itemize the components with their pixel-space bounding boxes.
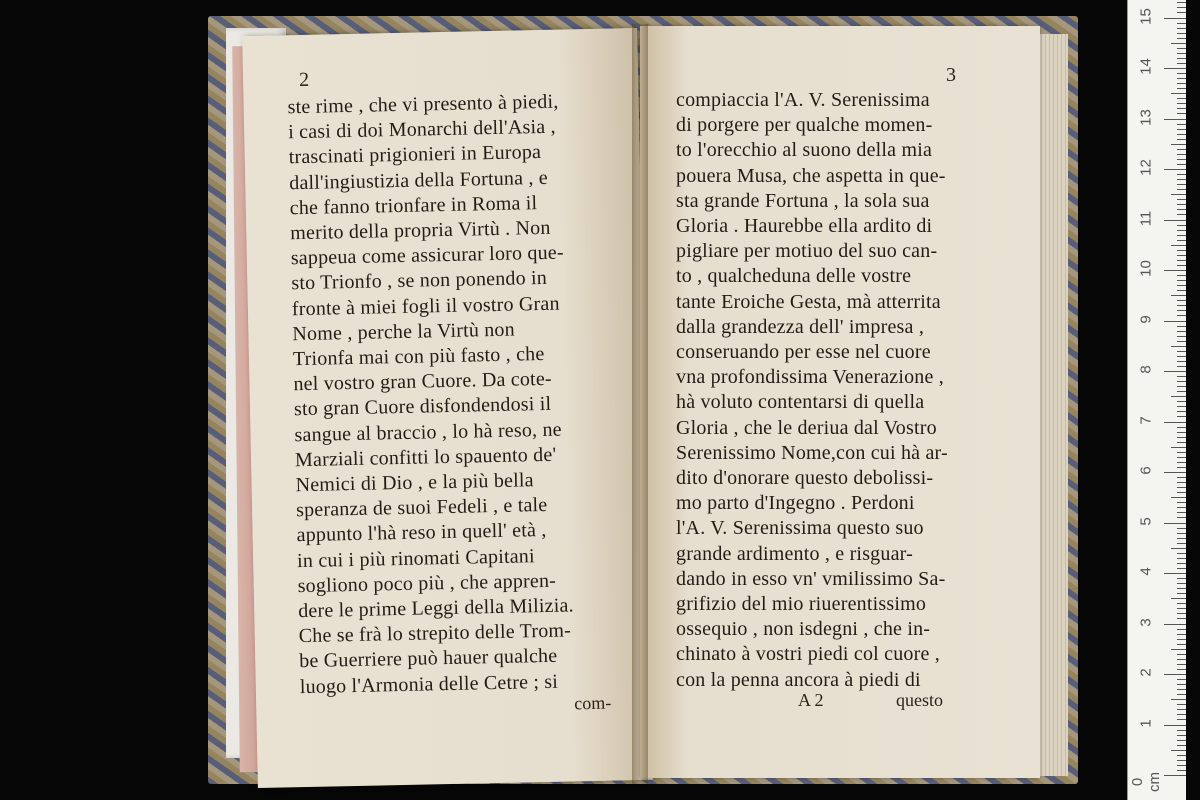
ruler-tick	[1177, 386, 1186, 387]
ruler-tick	[1177, 714, 1186, 715]
ruler-tick	[1177, 366, 1186, 367]
ruler-tick	[1171, 295, 1186, 296]
ruler-label: 8	[1137, 365, 1155, 374]
ruler-tick	[1177, 326, 1186, 327]
text-line: trascinati prigionieri in Europa	[288, 141, 542, 169]
ruler-tick	[1177, 603, 1186, 604]
ruler-tick	[1171, 447, 1186, 448]
ruler-tick	[1177, 179, 1186, 180]
ruler-tick	[1177, 305, 1186, 306]
ruler-label: 15	[1137, 7, 1155, 25]
ruler-tick	[1171, 750, 1186, 751]
ruler-tick	[1177, 381, 1186, 382]
ruler-tick	[1171, 144, 1186, 145]
ruler-tick	[1177, 745, 1186, 746]
ruler-tick	[1177, 401, 1186, 402]
text-line: pigliare per motiuo del suo can-	[676, 240, 938, 263]
ruler-tick	[1177, 679, 1186, 680]
text-line: sto gran Cuore disfondendosi il	[293, 393, 552, 421]
catchword: questo	[896, 690, 943, 710]
ruler-tick	[1177, 528, 1186, 529]
ruler-tick	[1177, 391, 1186, 392]
ruler-tick	[1177, 7, 1186, 8]
ruler-tick	[1177, 618, 1186, 619]
ruler-tick	[1177, 204, 1186, 205]
text-line: sta grande Fortuna , la sola sua	[676, 189, 930, 212]
left-page	[242, 28, 653, 788]
text-line: nel vostro gran Cuore. Da cote-	[293, 368, 552, 396]
ruler-tick	[1177, 113, 1186, 114]
ruler-tick	[1177, 53, 1186, 54]
ruler-tick	[1171, 346, 1186, 347]
ruler-tick	[1177, 280, 1186, 281]
text-line: speranza de suoi Fedeli , e tale	[295, 494, 548, 522]
ruler-tick	[1177, 482, 1186, 483]
ruler-tick	[1177, 442, 1186, 443]
ruler-tick	[1177, 78, 1186, 79]
text-line: merito della propria Virtù . Non	[290, 216, 551, 245]
ruler-tick	[1177, 285, 1186, 286]
ruler-tick	[1177, 139, 1186, 140]
ruler-label: 11	[1137, 210, 1155, 226]
ruler-tick	[1177, 507, 1186, 508]
ruler-tick	[1177, 684, 1186, 685]
ruler-tick	[1177, 709, 1186, 710]
ruler-tick	[1177, 416, 1186, 417]
ruler-tick	[1177, 300, 1186, 301]
ruler-tick	[1164, 270, 1186, 271]
ruler-label: 2	[1137, 668, 1155, 677]
text-line: pouera Musa, che aspetta in que-	[676, 164, 946, 187]
ruler-tick	[1177, 63, 1186, 64]
book-gutter	[632, 24, 648, 784]
ruler-tick	[1177, 765, 1186, 766]
ruler-tick	[1177, 164, 1186, 165]
text-line: luogo l'Armonia delle Cetre ; si	[299, 670, 559, 698]
text-line: Trionfa mai con più fasto , che	[292, 342, 545, 371]
ruler-tick	[1177, 462, 1186, 463]
ruler-tick	[1177, 644, 1186, 645]
ruler-tick	[1177, 260, 1186, 261]
ruler-tick	[1177, 719, 1186, 720]
ruler-tick	[1164, 573, 1186, 574]
ruler-tick	[1177, 12, 1186, 13]
ruler-tick	[1177, 583, 1186, 584]
ruler-tick	[1177, 558, 1186, 559]
ruler-tick	[1177, 694, 1186, 695]
ruler-tick	[1177, 406, 1186, 407]
ruler-tick	[1177, 578, 1186, 579]
text-line: Che se frà lo strepito delle Trom-	[298, 619, 572, 648]
ruler-tick	[1177, 124, 1186, 125]
text-line: l'A. V. Serenissima questo suo	[676, 517, 924, 540]
ruler-tick	[1177, 533, 1186, 534]
right-page	[640, 26, 1040, 778]
ruler-tick	[1177, 149, 1186, 150]
text-line: dere le prime Leggi della Milizia.	[297, 594, 574, 623]
ruler-tick	[1164, 220, 1186, 221]
ruler-tick	[1177, 629, 1186, 630]
ruler-tick	[1177, 487, 1186, 488]
ruler-tick	[1177, 134, 1186, 135]
ruler-tick	[1177, 23, 1186, 24]
ruler-tick	[1177, 689, 1186, 690]
ruler-tick	[1177, 58, 1186, 59]
ruler-tick	[1177, 73, 1186, 74]
ruler-tick	[1177, 538, 1186, 539]
ruler-tick	[1177, 502, 1186, 503]
text-line: hà voluto contentarsi di quella	[676, 391, 925, 414]
ruler-tick	[1164, 119, 1186, 120]
ruler-tick	[1177, 593, 1186, 594]
ruler-tick	[1177, 331, 1186, 332]
text-line: dall'ingiustizia della Fortuna , e	[289, 166, 549, 194]
ruler-label: 6	[1137, 466, 1155, 475]
right-text-block	[676, 88, 948, 693]
ruler-tick	[1177, 512, 1186, 513]
ruler-tick	[1177, 517, 1186, 518]
ruler-tick	[1177, 477, 1186, 478]
ruler-tick	[1177, 83, 1186, 84]
ruler-tick	[1177, 38, 1186, 39]
ruler-label: 12	[1137, 159, 1155, 176]
ruler-tick	[1177, 376, 1186, 377]
ruler-tick	[1177, 608, 1186, 609]
ruler-tick	[1171, 396, 1186, 397]
ruler-tick	[1177, 361, 1186, 362]
page-number: 2	[298, 68, 310, 92]
ruler-tick	[1177, 103, 1186, 104]
ruler-tick	[1177, 250, 1186, 251]
ruler-tick	[1177, 341, 1186, 342]
text-line: Serenissimo Nome,con cui hà ar-	[676, 441, 948, 464]
text-line: mo parto d'Ingegno . Perdoni	[676, 492, 915, 515]
ruler-tick	[1177, 639, 1186, 640]
ruler-tick	[1177, 735, 1186, 736]
ruler-tick	[1177, 669, 1186, 670]
ruler-tick	[1177, 432, 1186, 433]
text-line: appunto l'hà reso in quell' età ,	[296, 519, 547, 547]
text-line: grifizio del mio riuerentissimo	[676, 593, 927, 616]
ruler-tick	[1177, 553, 1186, 554]
text-line: con la penna ancora à piedi di	[676, 668, 921, 691]
ruler-tick	[1177, 613, 1186, 614]
ruler-tick	[1171, 649, 1186, 650]
ruler-tick	[1171, 598, 1186, 599]
ruler-tick	[1177, 310, 1186, 311]
ruler-label: 10	[1137, 260, 1155, 277]
ruler-tick	[1164, 68, 1186, 69]
ruler-tick	[1164, 624, 1186, 625]
ruler-tick	[1177, 760, 1186, 761]
ruler-label: 13	[1137, 108, 1155, 126]
text-line: sangue al braccio , lo hà reso, ne	[294, 418, 562, 446]
ruler-tick	[1177, 770, 1186, 771]
ruler-tick	[1177, 492, 1186, 493]
text-line: ossequio , non isdegni , che in-	[676, 618, 931, 641]
ruler-tick	[1177, 563, 1186, 564]
ruler-tick	[1177, 255, 1186, 256]
text-line: sappeua come assicurar loro que-	[290, 241, 564, 270]
text-line: fronte à miei fogli il vostro Gran	[291, 292, 560, 320]
ruler-tick	[1177, 411, 1186, 412]
ruler-tick	[1177, 2, 1186, 3]
ruler-tick	[1177, 654, 1186, 655]
ruler-tick	[1171, 43, 1186, 44]
text-line: sogliono poco più , che appren-	[297, 569, 557, 598]
ruler-tick	[1164, 422, 1186, 423]
text-line: conseruando per esse nel cuore	[676, 341, 931, 364]
ruler-tick	[1177, 568, 1186, 569]
text-line: Gloria , che le deriua dal Vostro	[676, 416, 937, 439]
ruler-tick	[1177, 159, 1186, 160]
ruler-tick	[1177, 214, 1186, 215]
ruler-tick	[1164, 523, 1186, 524]
ruler-label: 7	[1137, 415, 1155, 425]
ruler-tick	[1177, 315, 1186, 316]
ruler-tick	[1177, 235, 1186, 236]
text-line: Nemici di Dio , e la più bella	[295, 469, 534, 497]
ruler-tick	[1171, 194, 1186, 195]
ruler-tick	[1177, 704, 1186, 705]
ruler-label: 14	[1137, 58, 1155, 75]
ruler-label: 3	[1137, 617, 1155, 627]
ruler-tick	[1177, 740, 1186, 741]
ruler-tick	[1177, 730, 1186, 731]
ruler-label: 4	[1137, 567, 1155, 576]
ruler-tick	[1171, 699, 1186, 700]
text-line: sto Trionfo , se non ponendo in	[291, 267, 548, 295]
ruler-tick	[1177, 437, 1186, 438]
ruler-tick	[1177, 230, 1186, 231]
text-line: che fanno trionfare in Roma il	[289, 191, 538, 220]
ruler-tick	[1177, 209, 1186, 210]
ruler-label: 1	[1137, 718, 1155, 728]
ruler-tick	[1177, 275, 1186, 276]
ruler-tick	[1177, 48, 1186, 49]
ruler-tick	[1177, 664, 1186, 665]
ruler-tick	[1177, 240, 1186, 241]
ruler-tick	[1164, 472, 1186, 473]
signature-mark: A 2	[798, 690, 824, 710]
text-line: Nome , perche la Virtù non	[292, 318, 516, 346]
text-line: be Guerriere può hauer qualche	[299, 645, 558, 673]
ruler-tick	[1177, 174, 1186, 175]
ruler-tick	[1177, 265, 1186, 266]
text-line: to l'orecchio al suono della mia	[676, 139, 933, 162]
text-line: ste rime , che vi presento à piedi,	[287, 90, 559, 119]
ruler-label: 5	[1137, 516, 1155, 526]
ruler-tick	[1164, 371, 1186, 372]
ruler-tick	[1177, 356, 1186, 357]
ruler-tick	[1177, 33, 1186, 34]
left-text-block	[287, 90, 575, 701]
text-line: di porgere per qualche momen-	[676, 114, 933, 137]
ruler-tick	[1177, 98, 1186, 99]
ruler-label: 9	[1137, 314, 1155, 324]
ruler-tick	[1177, 88, 1186, 89]
ruler-tick	[1177, 452, 1186, 453]
ruler-tick	[1177, 543, 1186, 544]
ruler-tick	[1164, 725, 1186, 726]
ruler-label: 0 cm	[1129, 772, 1163, 792]
ruler-tick	[1177, 225, 1186, 226]
ruler-tick	[1177, 189, 1186, 190]
ruler-tick	[1177, 634, 1186, 635]
ruler-tick	[1164, 775, 1186, 776]
text-line: i casi di doi Monarchi dell'Asia ,	[287, 115, 556, 144]
text-line: dando in esso vn' vmilissimo Sa-	[676, 567, 946, 590]
ruler-tick	[1164, 169, 1186, 170]
text-line: Marziali confitti lo spauento de'	[294, 443, 557, 472]
text-line: grande ardimento , e risguar-	[676, 542, 913, 565]
ruler-tick	[1177, 457, 1186, 458]
measuring-ruler	[1127, 0, 1186, 800]
ruler-tick	[1177, 467, 1186, 468]
catchword: com-	[574, 692, 612, 714]
ruler-tick	[1177, 336, 1186, 337]
ruler-tick	[1171, 245, 1186, 246]
ruler-tick	[1164, 321, 1186, 322]
ruler-tick	[1177, 108, 1186, 109]
ruler-tick	[1171, 548, 1186, 549]
ruler-tick	[1164, 18, 1186, 19]
ruler-tick	[1164, 674, 1186, 675]
text-line: dalla grandezza dell' impresa ,	[676, 315, 925, 338]
text-line: vna profondissima Venerazione ,	[676, 366, 944, 389]
text-line: chinato à vostri piedi col cuore ,	[676, 643, 940, 666]
page-number: 3	[946, 64, 956, 86]
ruler-tick	[1177, 28, 1186, 29]
ruler-tick	[1177, 129, 1186, 130]
text-line: tante Eroiche Gesta, mà atterrita	[676, 290, 941, 313]
text-line: in cui i più rinomati Capitani	[296, 544, 535, 572]
ruler-tick	[1177, 199, 1186, 200]
ruler-tick	[1171, 93, 1186, 94]
ruler-tick	[1177, 588, 1186, 589]
text-line: compiaccia l'A. V. Serenissima	[676, 89, 930, 111]
text-line: to , qualcheduna delle vostre	[676, 265, 912, 288]
ruler-tick	[1177, 184, 1186, 185]
ruler-tick	[1177, 427, 1186, 428]
ruler-tick	[1177, 755, 1186, 756]
text-line: Gloria . Haurebbe ella ardito di	[676, 215, 933, 238]
ruler-tick	[1177, 290, 1186, 291]
ruler-tick	[1177, 659, 1186, 660]
ruler-tick	[1177, 351, 1186, 352]
ruler-tick	[1171, 497, 1186, 498]
ruler-tick	[1177, 154, 1186, 155]
text-line: dito d'onorare questo debolissi-	[676, 467, 934, 490]
